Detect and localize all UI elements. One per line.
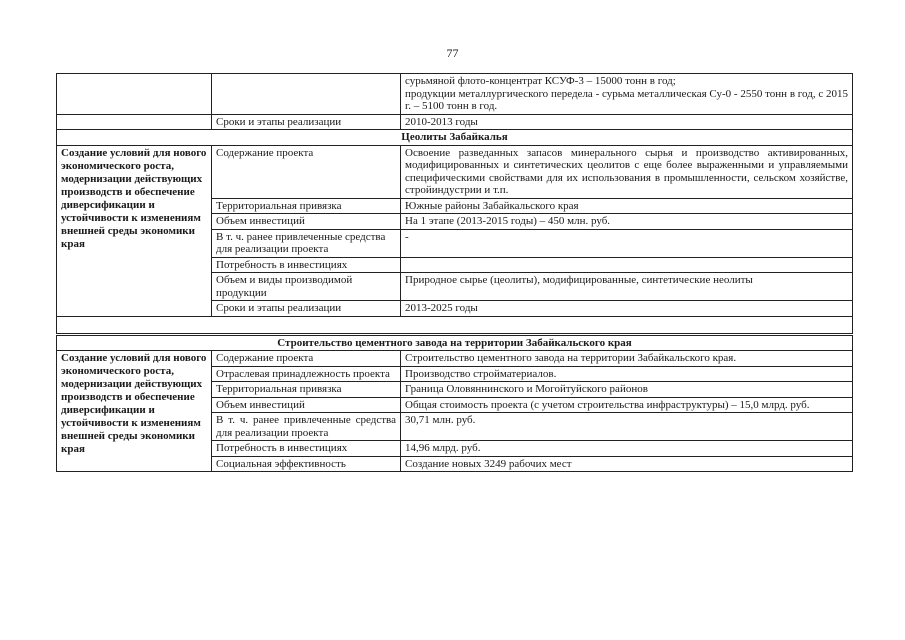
row-value: -	[401, 229, 853, 257]
row-value: 14,96 млрд. руб.	[401, 441, 853, 457]
row-value	[401, 257, 853, 273]
row-value: 2010-2013 годы	[401, 114, 853, 130]
row-label: Потребность в инвестициях	[212, 257, 401, 273]
row-label: Потребность в инвестициях	[212, 441, 401, 457]
row-label: В т. ч. ранее привлеченные средства для реализации проекта	[212, 229, 401, 257]
label-cell-empty	[212, 74, 401, 115]
goal-cell-empty	[57, 74, 212, 115]
row-value: На 1 этапе (2013-2015 годы) – 450 млн. руб.	[401, 214, 853, 230]
row-label: Сроки и этапы реализации	[212, 114, 401, 130]
goal-cell: Создание условий для нового экономического роста, модернизации действующих производств и обеспечение диверсификации и устойчивости к изменениям внешней среды экономики края	[57, 145, 212, 316]
row-value: Южные районы Забайкальского края	[401, 198, 853, 214]
section-title: Строительство цементного завода на территории Забайкальского края	[57, 334, 853, 351]
row-label: Социальная эффективность	[212, 456, 401, 472]
table-row-spacer	[57, 316, 853, 334]
row-value: Строительство цементного завода на территории Забайкальского края.	[401, 351, 853, 367]
row-label: Объем инвестиций	[212, 397, 401, 413]
table-row	[57, 145, 853, 198]
table-row	[57, 334, 853, 351]
table-row	[57, 351, 853, 367]
goal-cell: Создание условий для нового экономического роста, модернизации действующих производств и обеспечение диверсификации и устойчивости к изменениям внешней среды экономики края	[57, 351, 212, 472]
row-value: Природное сырье (цеолиты), модифицированные, синтетические неолиты	[401, 273, 853, 301]
section-title: Цеолиты Забайкалья	[57, 130, 853, 146]
continuation-line: сурьмяной флото-концентрат КСУФ-3 – 15000 тонн в год;	[405, 75, 676, 87]
row-value: Производство стройматериалов.	[401, 366, 853, 382]
goal-cell-empty	[57, 114, 212, 130]
table-row	[57, 74, 853, 115]
row-label: Территориальная привязка	[212, 198, 401, 214]
row-label: В т. ч. ранее привлеченные средства для реализации проекта	[212, 413, 401, 441]
table-row	[57, 114, 853, 130]
page-number: 77	[446, 46, 459, 60]
continuation-cell	[401, 74, 853, 115]
row-label: Содержание проекта	[212, 145, 401, 198]
continuation-line: продукции металлургического передела - сурьма металлическая Су-0 - 2550 тонн в год, с 2015 г. – 5100 тонн в год.	[405, 87, 848, 112]
row-value: Граница Оловяннинского и Могойтуйского районов	[401, 382, 853, 398]
row-label: Сроки и этапы реализации	[212, 301, 401, 317]
row-label: Объем и виды производимой продукции	[212, 273, 401, 301]
row-label: Отраслевая принадлежность проекта	[212, 366, 401, 382]
row-label: Содержание проекта	[212, 351, 401, 367]
row-value: 30,71 млн. руб.	[401, 413, 853, 441]
spacer-cell	[57, 316, 853, 334]
projects-table	[56, 73, 853, 472]
row-label: Территориальная привязка	[212, 382, 401, 398]
row-value: Общая стоимость проекта (с учетом строительства инфраструктуры) – 15,0 млрд. руб.	[401, 397, 853, 413]
row-value: Создание новых 3249 рабочих мест	[401, 456, 853, 472]
row-value: Освоение разведанных запасов минерального сырья и производство активированных, модифицированных и синтетических цеолитов с еще более выраженными и управляемыми специфическими свойствами для их использования в промышленности, сельском хозяйстве, стройиндустрии и т.п.	[401, 145, 853, 198]
row-label: Объем инвестиций	[212, 214, 401, 230]
table-row	[57, 130, 853, 146]
row-value: 2013-2025 годы	[401, 301, 853, 317]
